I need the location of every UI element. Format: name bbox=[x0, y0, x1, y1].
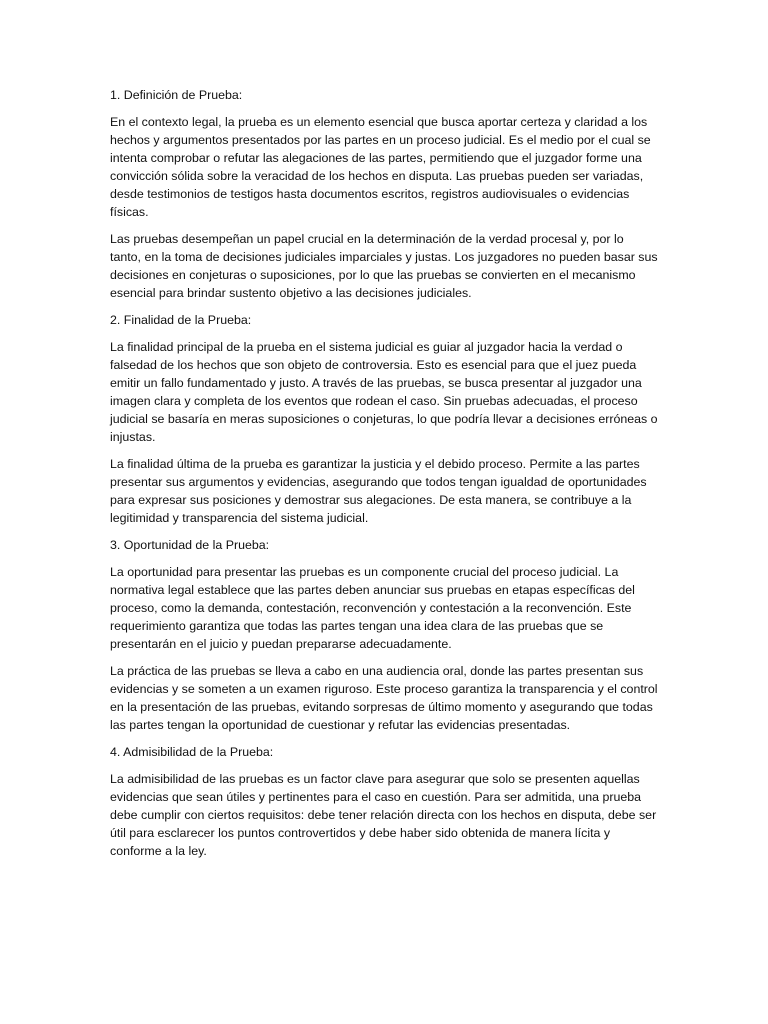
section-heading: 4. Admisibilidad de la Prueba: bbox=[110, 745, 274, 759]
section-heading: 1. Definición de Prueba: bbox=[110, 88, 243, 102]
document-page bbox=[110, 86, 658, 869]
paragraph: Las pruebas desempeñan un papel crucial en la determinación de la verdad procesal y, por lo tanto, en la toma de decisiones judiciales imparciales y justas. Los juzgadores no pueden basar sus decisiones en conjeturas o suposiciones, por lo que las pruebas se convierten en el mecanismo esencial para brindar sustento objetivo a las decisiones judiciales. bbox=[110, 232, 658, 300]
section-finalidad bbox=[110, 311, 658, 527]
paragraph: La finalidad principal de la prueba en el sistema judicial es guiar al juzgador hacia la verdad o falsedad de los hechos que son objeto de controversia. Esto es esencial para que el juez pueda emitir un fallo fundamentado y justo. A través de las pruebas, se busca presentar al juzgador una imagen clara y completa de los eventos que rodean el caso. Sin pruebas adecuadas, el proceso judicial se basaría en meras suposiciones o conjeturas, lo que podría llevar a decisiones erróneas o injustas. bbox=[110, 340, 658, 444]
paragraph: En el contexto legal, la prueba es un elemento esencial que busca aportar certeza y claridad a los hechos y argumentos presentados por las partes en un proceso judicial. Es el medio por el cual se intenta comprobar o refutar las alegaciones de las partes, permitiendo que el juzgador forme una convicción sólida sobre la veracidad de los hechos en disputa. Las pruebas pueden ser variadas, desde testimonios de testigos hasta documentos escritos, registros audiovisuales o evidencias físicas. bbox=[110, 115, 651, 219]
paragraph: La oportunidad para presentar las pruebas es un componente crucial del proceso judicial. La normativa legal establece que las partes deben anunciar sus pruebas en etapas específicas del proceso, como la demanda, contestación, reconvención y contestación a la reconvención. Este requerimiento garantiza que todas las partes tengan una idea clara de las pruebas que se presentarán en el juicio y puedan prepararse adecuadamente. bbox=[110, 565, 635, 651]
paragraph: La práctica de las pruebas se lleva a cabo en una audiencia oral, donde las partes presentan sus evidencias y se someten a un examen riguroso. Este proceso garantiza la transparencia y el control en la presentación de las pruebas, evitando sorpresas de último momento y asegurando que todas las partes tengan la oportunidad de cuestionar y refutar las evidencias presentadas. bbox=[110, 664, 658, 732]
section-oportunidad bbox=[110, 536, 658, 734]
section-heading: 3. Oportunidad de la Prueba: bbox=[110, 538, 270, 552]
paragraph: La admisibilidad de las pruebas es un factor clave para asegurar que solo se presenten aquellas evidencias que sean útiles y pertinentes para el caso en cuestión. Para ser admitida, una prueba debe cumplir con ciertos requisitos: debe tener relación directa con los hechos en disputa, debe ser útil para esclarecer los puntos controvertidos y debe haber sido obtenida de manera lícita y conforme a la ley. bbox=[110, 772, 657, 858]
section-definicion bbox=[110, 86, 658, 302]
paragraph: La finalidad última de la prueba es garantizar la justicia y el debido proceso. Permite a las partes presentar sus argumentos y evidencias, asegurando que todos tengan igualdad de oportunidades para expresar sus posiciones y demostrar sus alegaciones. De esta manera, se contribuye a la legitimidad y transparencia del sistema judicial. bbox=[110, 457, 647, 525]
section-admisibilidad bbox=[110, 743, 658, 860]
section-heading: 2. Finalidad de la Prueba: bbox=[110, 313, 252, 327]
